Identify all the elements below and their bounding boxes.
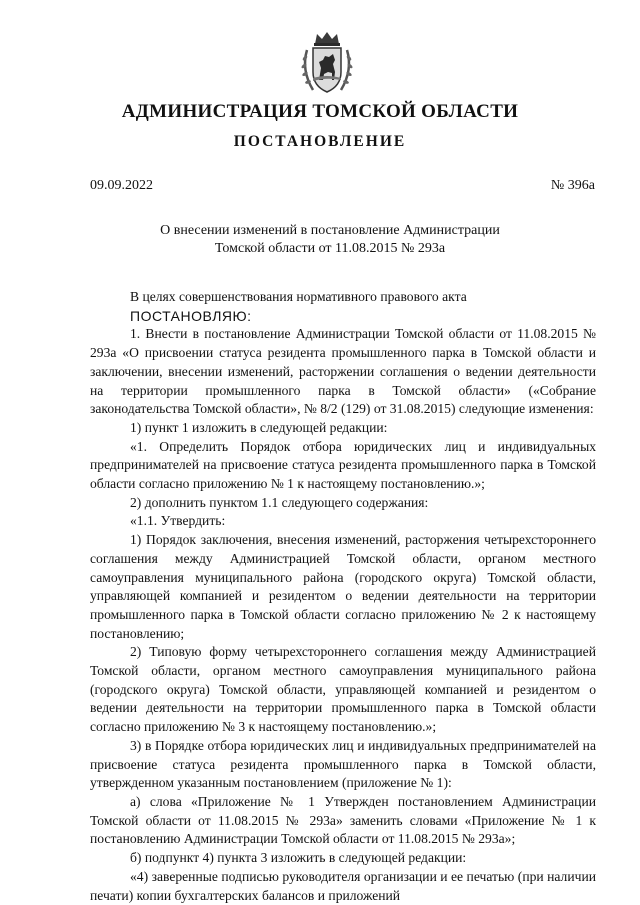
tomsk-region-coat-of-arms-icon — [297, 30, 357, 96]
body-paragraph: 2) дополнить пунктом 1.1 следующего содержания: — [130, 494, 429, 510]
subject-line: Томской области от 11.08.2015 № 293а — [214, 241, 446, 256]
document-body — [90, 288, 596, 905]
body-paragraph: 1) пункт 1 изложить в следующей редакции: — [130, 419, 388, 435]
body-paragraph: 1) Порядок заключения, внесения изменений, расторжения четырехстороннего соглашения между Администрацией Томской области, органом местного самоуправления муниципального района (городского округа) Томской области, управляющей компанией и резидентом о ведении деятельности на территории промышленного парка в Томской области согласно приложению № 2 к настоящему постановлению; — [90, 532, 596, 641]
document-number: № 396а — [550, 178, 595, 193]
subject-line: О внесении изменений в постановление Администрации — [160, 223, 500, 238]
body-paragraph: 2) Типовую форму четырехстороннего соглашения между Администрацией Томской области, органом местного самоуправления муниципального района (городского округа) Томской области, управляющей компанией и резидентом о ведении деятельности на территории промышленного парка в Томской области согласно приложению № 3 к настоящему постановлению.»; — [90, 644, 596, 735]
body-paragraph: «1. Определить Порядок отбора юридических лиц и индивидуальных предпринимателей на присвоение статуса резидента промышленного парка в Томской области согласно приложению № 1 к настоящему постановлению.»; — [90, 438, 596, 492]
document-subject — [100, 222, 560, 258]
preamble-paragraph: В целях совершенствования нормативного правового акта — [130, 289, 467, 304]
body-paragraph: 3) в Порядке отбора юридических лиц и индивидуальных предпринимателей на присвоение статуса резидента промышленного парка в Томской области, утвержденном указанным постановлением (приложение № 1): — [90, 737, 596, 791]
body-paragraph: «4) заверенные подписью руководителя организации и ее печатью (при наличии печати) копии бухгалтерских балансов и приложений — [90, 868, 596, 903]
body-paragraph: б) подпункт 4) пункта 3 изложить в следующей редакции: — [130, 850, 467, 866]
document-type-title: ПОСТАНОВЛЕНИЕ — [233, 133, 407, 150]
resolution-word: ПОСТАНОВЛЯЮ: — [130, 307, 252, 324]
body-paragraph: а) слова «Приложение № 1 Утвержден постановлением Администрации Томской области от 11.08.2015 № 293а» заменить словами «Приложение № 1 к постановлению Администрации Томской области от 11.08.2015 № 293а»; — [90, 793, 596, 847]
document-date: 09.09.2022 — [90, 178, 153, 193]
body-paragraph: «1.1. Утвердить: — [130, 513, 226, 529]
organization-title: АДМИНИСТРАЦИЯ ТОМСКОЙ ОБЛАСТИ — [121, 101, 519, 122]
body-paragraph: 1. Внести в постановление Администрации Томской области от 11.08.2015 № 293а «О присвоении статуса резидента промышленного парка в Томской области и заключении, внесении изменений, расторжении соглашения о ведении деятельности на территории промышленного парка в Томской области» («Собрание законодательства Томской области», № 8/2 (129) от 31.08.2015) следующие изменения: — [90, 326, 596, 417]
